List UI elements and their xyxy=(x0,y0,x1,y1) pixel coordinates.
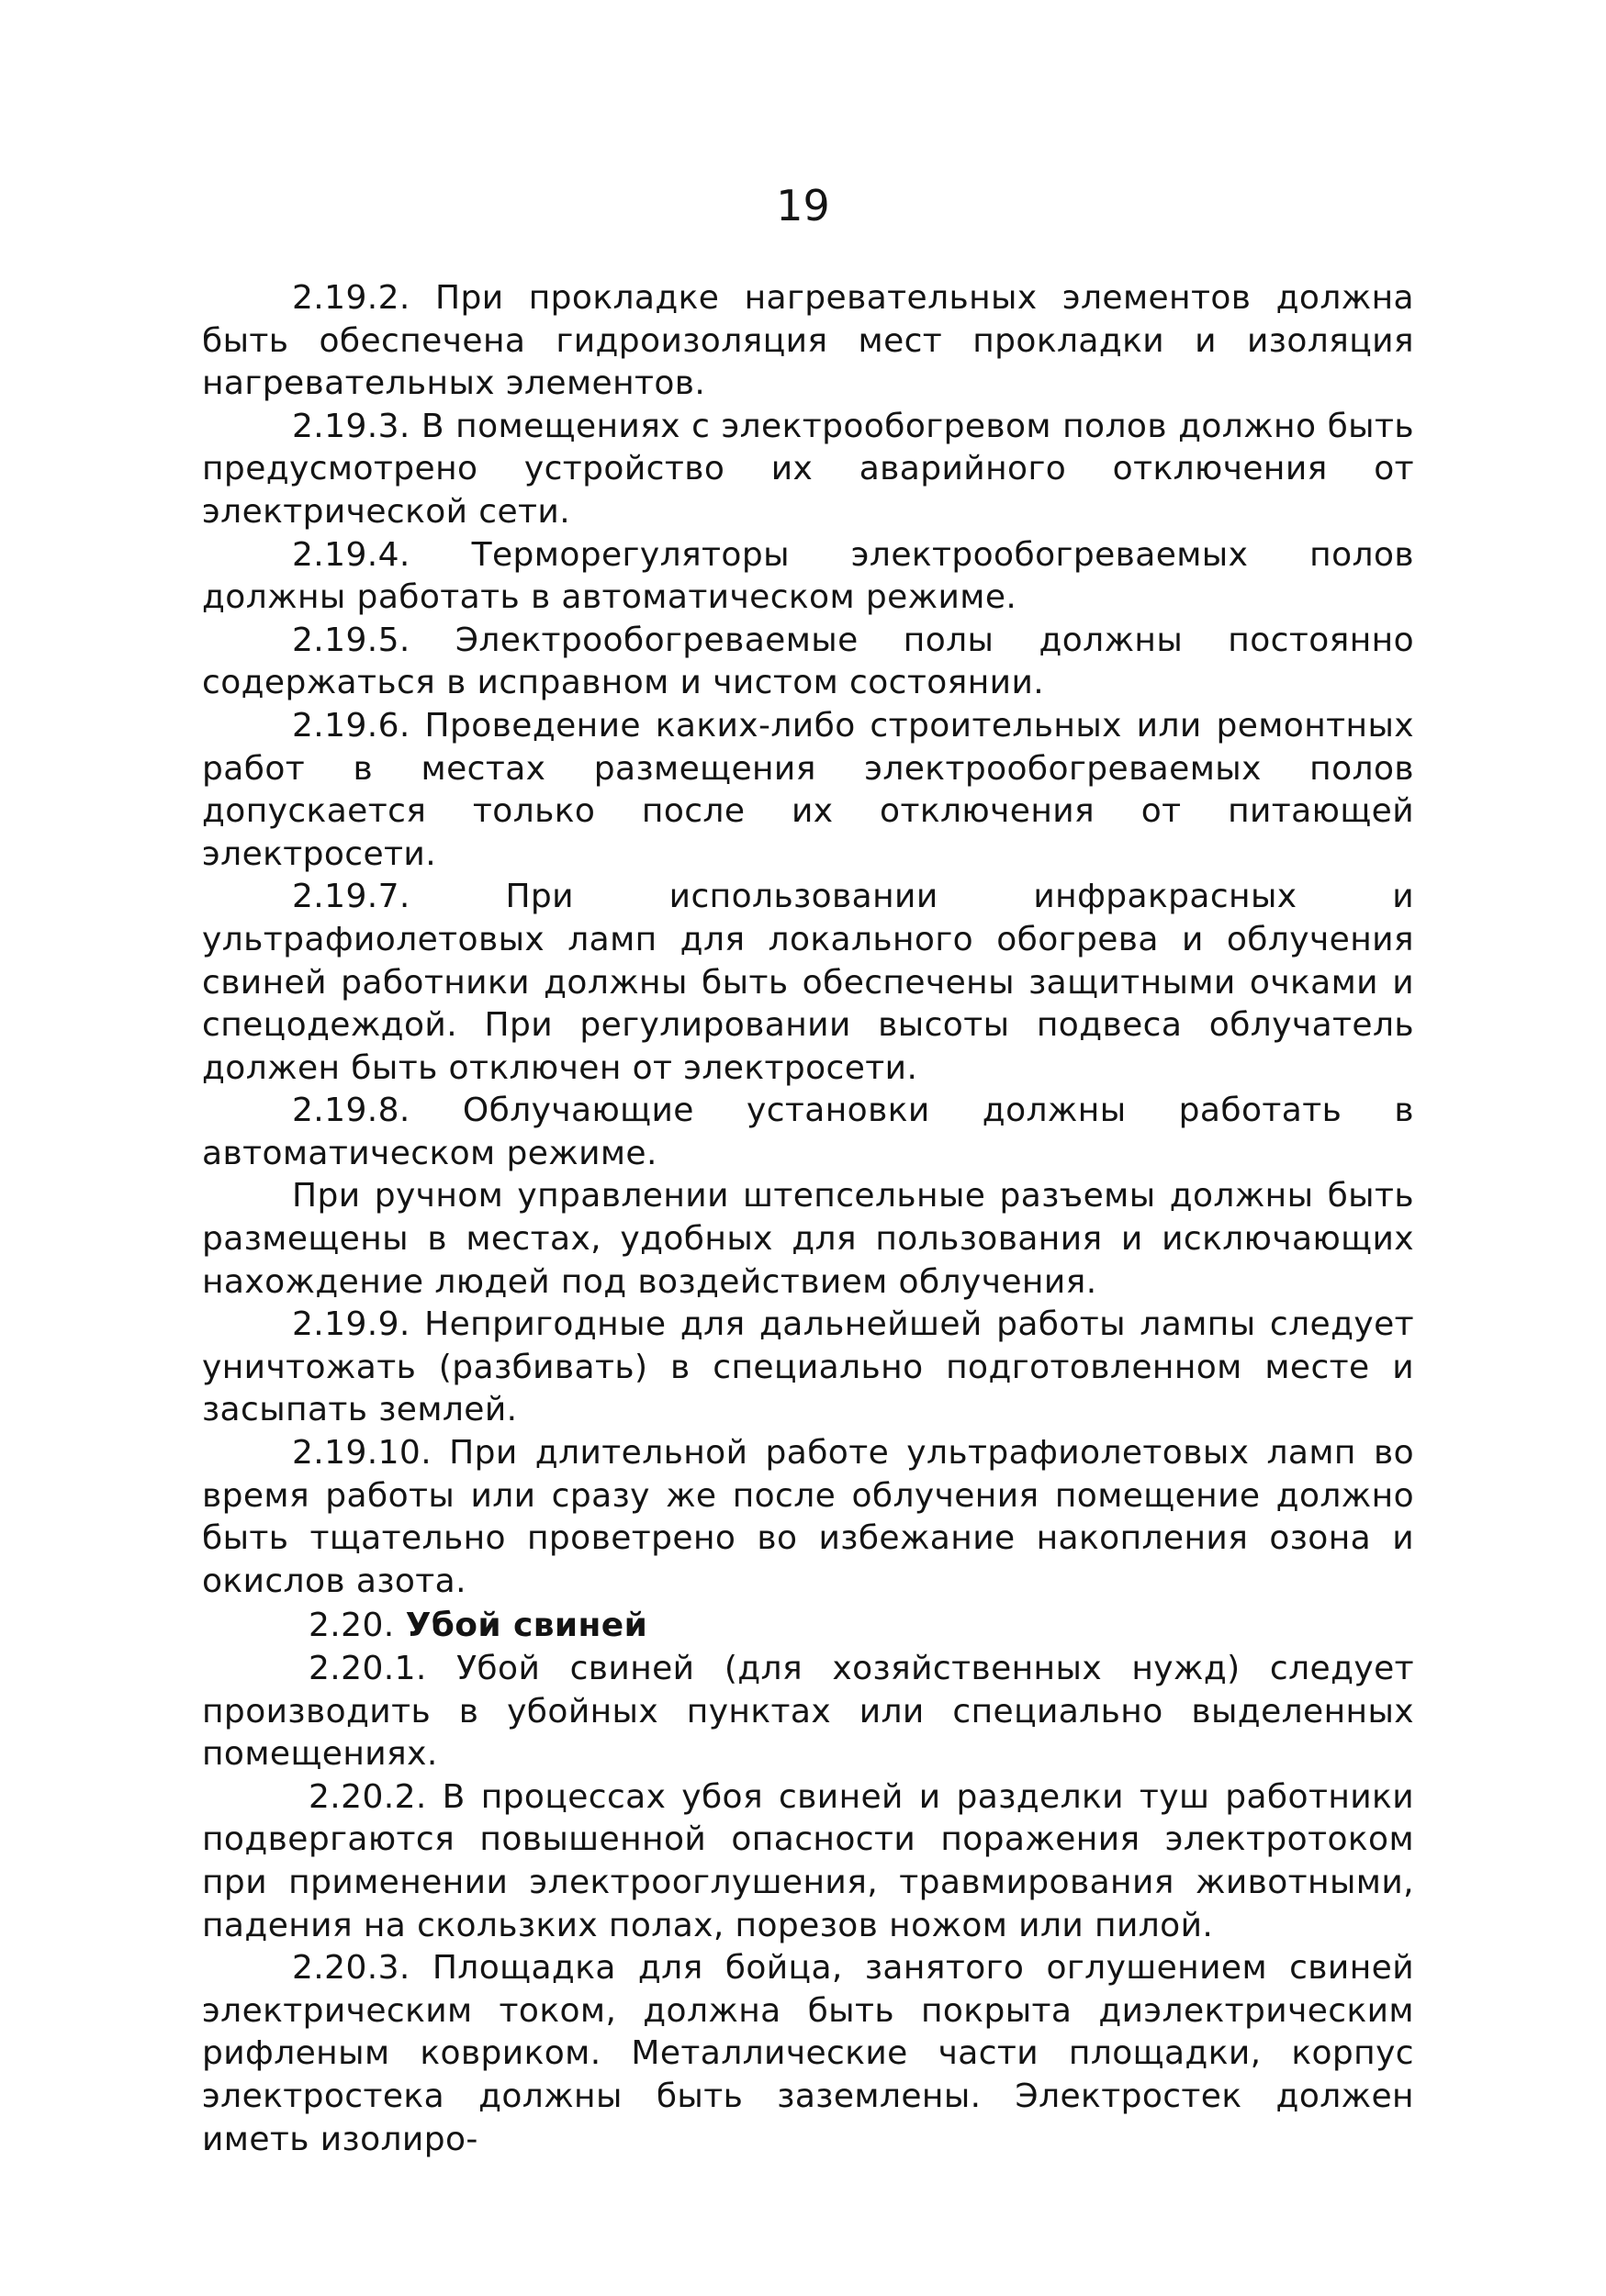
page-number: 19 xyxy=(776,181,830,230)
paragraph-2-19-5: 2.19.5. Электрообогреваемые полы должны постоянно содержаться в исправном и чистом состоянии. xyxy=(202,621,1414,702)
paragraph-2-19-9: 2.19.9. Непригодные для дальнейшей работы лампы следует уничтожать (разбивать) в специально подготовленном месте и засыпать землей. xyxy=(202,1305,1414,1429)
paragraph-2-19-2: 2.19.2. При прокладке нагревательных элементов должна быть обеспечена гидроизоляция мест прокладки и изоляция нагревательных элементов. xyxy=(202,279,1414,403)
paragraph-2-19-8: 2.19.8. Облучающие установки должны работать в автоматическом режиме. xyxy=(202,1092,1414,1172)
paragraph-2-19-6: 2.19.6. Проведение каких-либо строительных или ремонтных работ в местах размещения электрообогреваемых полов допускается только после их отключения от питающей электросети. xyxy=(202,706,1414,873)
paragraph-2-19-3: 2.19.3. В помещениях с электрообогревом полов должно быть предусмотрено устройство их аварийного отключения от электрической сети. xyxy=(202,407,1414,531)
paragraph-2-19-10: 2.19.10. При длительной работе ультрафиолетовых ламп во время работы или сразу же после облучения помещение должно быть тщательно проветрено во избежание накопления озона и окислов азота. xyxy=(202,1434,1414,1600)
paragraph-2-20-3: 2.20.3. Площадка для бойца, занятого оглушением свиней электрическим током, должна быть покрыта диэлектрическим рифленым ковриком. Металлические части площадки, корпус электростека должны быть заземлены. Электростек должен иметь изолиро- xyxy=(202,1949,1414,2158)
document-body xyxy=(202,277,1414,2161)
paragraph-2-20-1: 2.20.1. Убой свиней (для хозяйственных нужд) следует производить в убойных пунктах или специально выделенных помещениях. xyxy=(202,1650,1414,1774)
paragraph-2-20-2: 2.20.2. В процессах убоя свиней и разделки туш работники подвергаются повышенной опасности поражения электротоком при применении электрооглушения, травмирования животными, падения на скользких полах, порезов ножом или пилой. xyxy=(202,1777,1414,1944)
section-heading xyxy=(202,1605,1414,1648)
section-number: 2.20. xyxy=(309,1607,395,1645)
paragraph-manual-control: При ручном управлении штепсельные разъемы должны быть размещены в местах, удобных для пользования и исключающих нахождение людей под воздействием облучения. xyxy=(202,1177,1414,1301)
section-title: Убой свиней xyxy=(405,1607,648,1645)
paragraph-2-19-4: 2.19.4. Терморегуляторы электрообогреваемых полов должны работать в автоматическом режиме. xyxy=(202,535,1414,617)
paragraph-2-19-7: 2.19.7. При использовании инфракрасных и ультрафиолетовых ламп для локального обогрева и облучения свиней работники должны быть обеспечены защитными очками и спецодеждой. При регулировании высоты подвеса облучатель должен быть отключен от электросети. xyxy=(202,878,1414,1087)
